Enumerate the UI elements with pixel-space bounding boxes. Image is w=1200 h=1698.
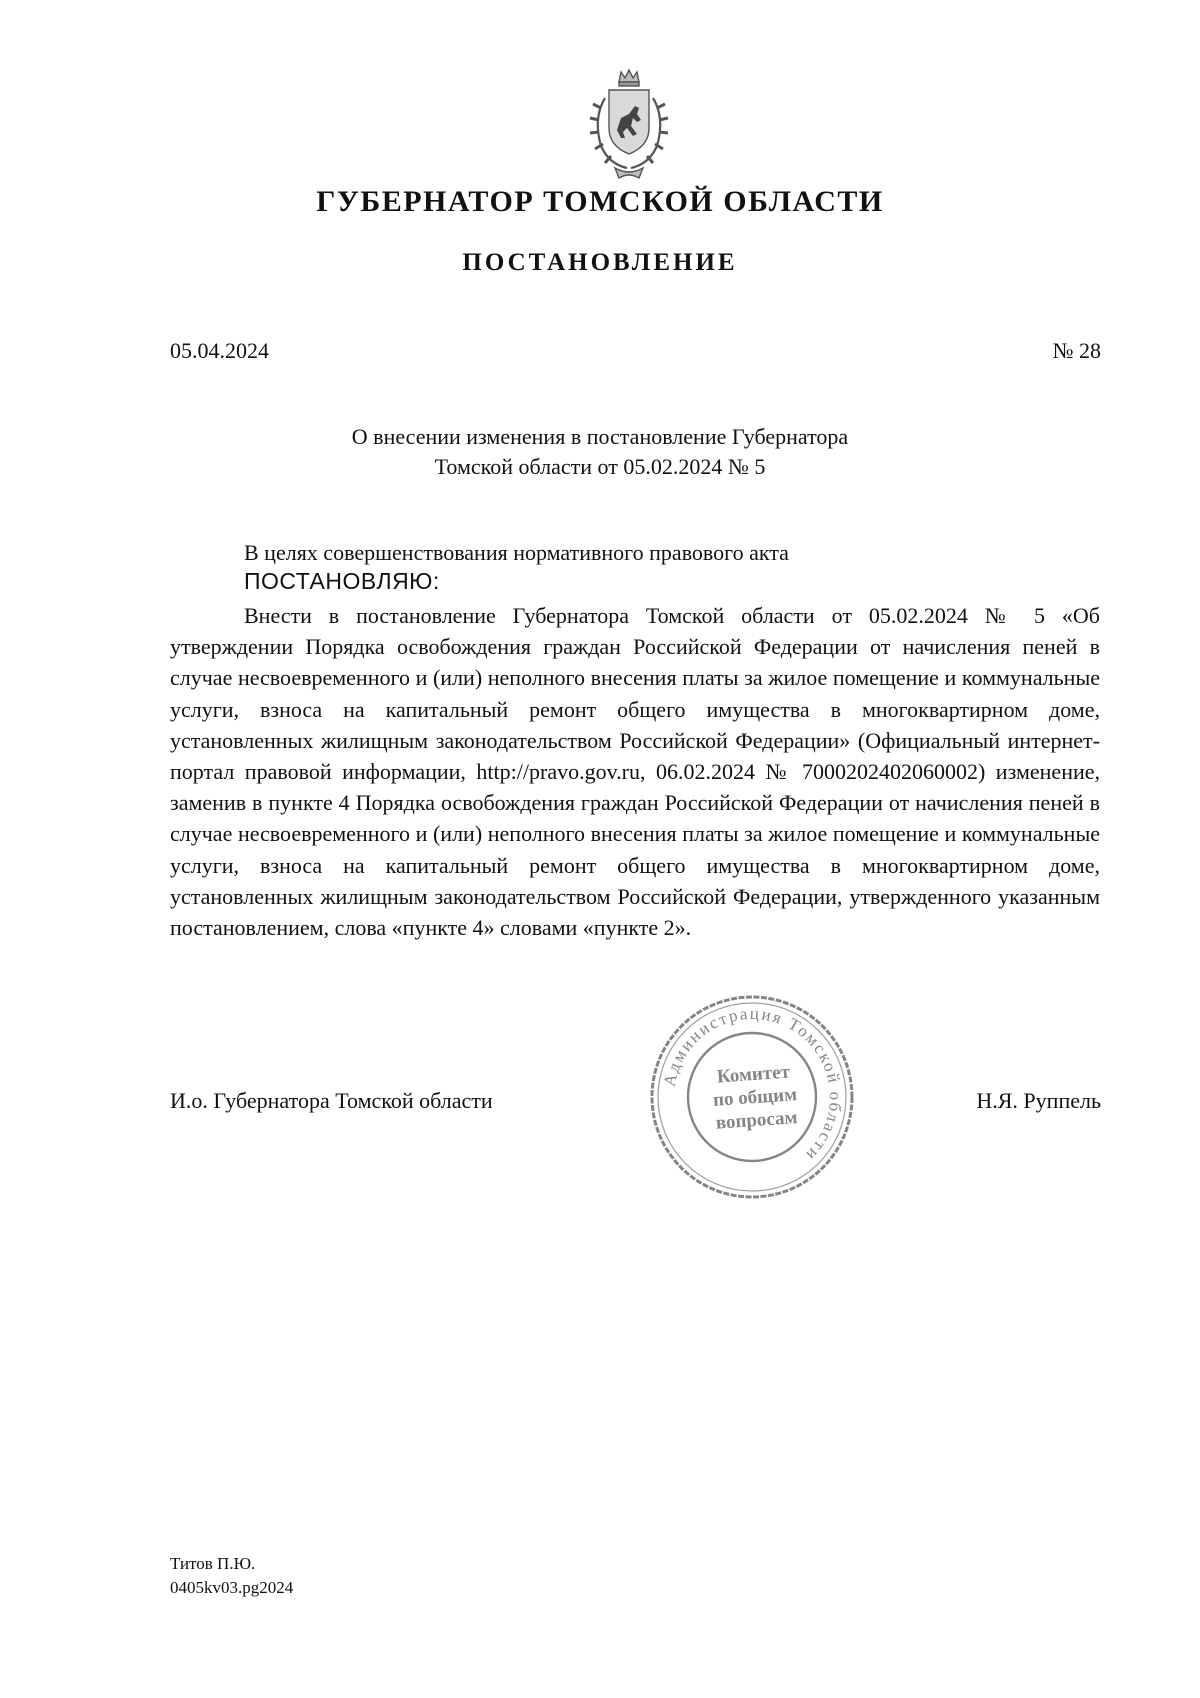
svg-text:Администрация Томской области: Администрация Томской области xyxy=(659,1003,846,1166)
document-type-heading: ПОСТАНОВЛЕНИЕ xyxy=(462,249,738,276)
document-number: № 28 xyxy=(1052,338,1101,363)
issuing-authority-heading: ГУБЕРНАТОР ТОМСКОЙ ОБЛАСТИ xyxy=(316,185,884,218)
preamble-text: В целях совершенствования нормативного правового акта xyxy=(244,540,789,565)
file-code: 0405kv03.pg2024 xyxy=(170,1578,294,1597)
tomsk-region-coat-of-arms-icon xyxy=(579,68,679,180)
decree-word: ПОСТАНОВЛЯЮ: xyxy=(244,568,440,594)
signatory-title: И.о. Губернатора Томской области xyxy=(170,1088,493,1113)
document-subject xyxy=(0,422,1200,482)
document-date: 05.04.2024 xyxy=(170,338,269,363)
official-seal-stamp xyxy=(647,992,857,1202)
executor-block xyxy=(170,1552,293,1600)
executor-name: Титов П.Ю. xyxy=(170,1554,256,1573)
subject-line-1: О внесении изменения в постановление Губернатора xyxy=(351,424,849,449)
svg-text:вопросам: вопросам xyxy=(715,1107,799,1134)
svg-text:Комитет: Комитет xyxy=(716,1061,791,1088)
operative-paragraph: Внести в постановление Губернатора Томской области от 05.02.2024 № 5 «Об утверждении Порядка освобождения граждан Российской Федерации от начисления пеней в случае несвоевременного и (или) неполного внесения платы за жилое помещение и коммунальные услуги, взноса на капитальный ремонт общего имущества в многоквартирном доме, установленных жилищным законодательством Российской Федерации» (Официальный интернет-портал правовой информации, http://pravo.gov.ru, 06.02.2024 № 7000202402060002) изменение, заменив в пункте 4 Порядка освобождения граждан Российской Федерации от начисления пеней в случае несвоевременного и (или) неполного внесения платы за жилое помещение и коммунальные услуги, взноса на капитальный ремонт общего имущества в многоквартирном доме, установленных жилищным законодательством Российской Федерации, утвержденного указанным постановлением, слова «пункте 4» словами «пункте 2». xyxy=(170,603,1100,941)
subject-line-2: Томской области от 05.02.2024 № 5 xyxy=(434,454,766,479)
signatory-name: Н.Я. Руппель xyxy=(976,1088,1101,1113)
svg-text:по общим: по общим xyxy=(712,1084,798,1111)
